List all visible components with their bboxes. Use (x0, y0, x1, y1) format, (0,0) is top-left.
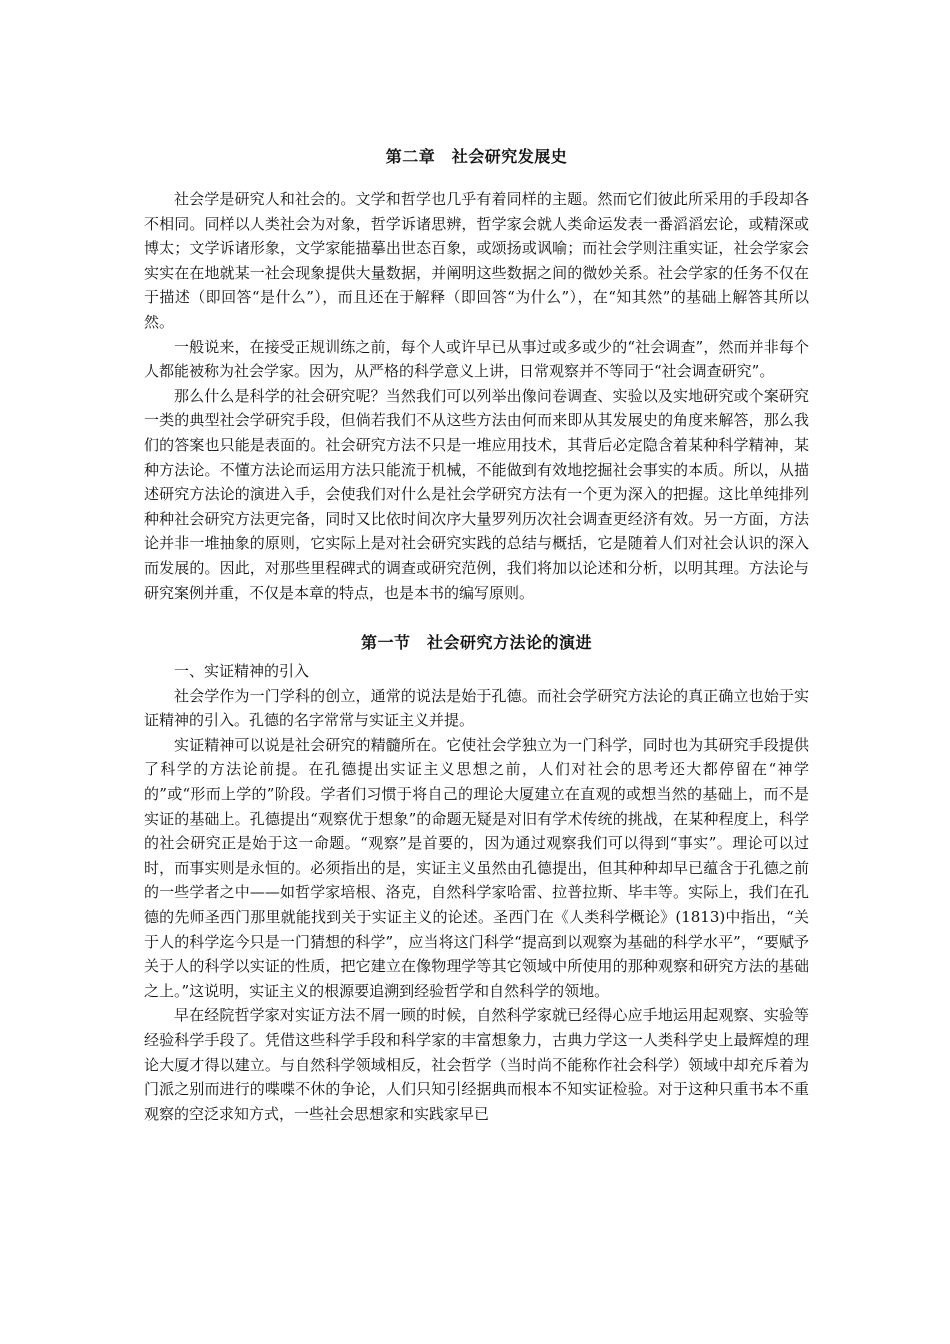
chapter-paragraph-1: 社会学是研究人和社会的。文学和哲学也几乎有着同样的主题。然而它们彼此所采用的手段却各不相同。同样以人类社会为对象，哲学诉诸思辨，哲学家会就人类命运发表一番滔滔宏论，或精深或博太；文学诉诸形象，文学家能描摹出世态百象，或颂扬或讽喻；而社会学则注重实证，社会学家会实实在在地就某一社会现象提供大量数据，并阐明这些数据之间的微妙关系。社会学家的任务不仅在于描述（即回答“是什么”），而且还在于解释（即回答“为什么”），在“知其然”的基础上解答其所以然。 (144, 190, 809, 331)
chapter-paragraph-2: 一般说来，在接受正规训练之前，每个人或许早已从事过或多或少的“社会调查”，然而并非每个人都能被称为社会学家。因为，从严格的科学意义上讲，日常观察并不等同于“社会调查研究”。 (144, 337, 809, 381)
section-paragraph-1: 社会学作为一门学科的创立，通常的说法是始于孔德。而社会学研究方法论的真正确立也始于实证精神的引入。孔德的名字常常与实证主义并提。 (144, 686, 809, 730)
document-page (144, 145, 809, 1126)
section-paragraph-2: 实证精神可以说是社会研究的精髓所在。它使社会学独立为一门科学，同时也为其研究手段提供了科学的方法论前提。在孔德提出实证主义思想之前，人们对社会的思考还大都停留在“神学的”或“形而上学的”阶段。学者们习惯于将自己的理论大厦建立在直观的或想当然的基础上，而不是实证的基础上。孔德提出“观察优于想象”的命题无疑是对旧有学术传统的挑战，在某种程度上，科学的社会研究正是始于这一命题。“观察”是首要的，因为通过观察我们可以得到“事实”。理论可以过时，而事实则是永恒的。必须指出的是，实证主义虽然由孔德提出，但其种种却早已蕴含于孔德之前的一些学者之中——如哲学家培根、洛克，自然科学家哈雷、拉普拉斯、毕丰等。实际上，我们在孔德的先师圣西门那里就能找到关于实证主义的论述。圣西门在《人类科学概论》(1813)中指出，“关于人的科学迄今只是一门猜想的科学”，应当将这门科学“提高到以观察为基础的科学水平”，“要赋予关于人的科学以实证的性质，把它建立在像物理学等其它领域中所使用的那种观察和研究方法的基础之上。”这说明，实证主义的根源要追溯到经验哲学和自然科学的领地。 (144, 735, 809, 1000)
chapter-title: 第二章 社会研究发展史 (385, 147, 568, 166)
chapter-paragraph-3: 那么什么是科学的社会研究呢？当然我们可以列举出像问卷调查、实验以及实地研究或个案研究一类的典型社会学研究手段，但倘若我们不从这些方法由何而来即从其发展史的角度来解答，那么我们的答案也只能是表面的。社会研究方法不只是一堆应用技术，其背后必定隐含着某种科学精神，某种方法论。不懂方法论而运用方法只能流于机械，不能做到有效地挖掘社会事实的本质。所以，从描述研究方法论的演进入手，会使我们对什么是社会学研究方法有一个更为深入的把握。这比单纯排列种种社会研究方法更完备，同时又比依时间次序大量罗列历次社会调查更经济有效。另一方面，方法论并非一堆抽象的原则，它实际上是对社会研究实践的总结与概括，它是随着人们对社会认识的深入而发展的。因此，对那些里程碑式的调查或研究范例，我们将加以论述和分析，以明其理。方法论与研究案例并重，不仅是本章的特点，也是本书的编写原则。 (144, 386, 809, 602)
section-paragraph-3: 早在经院哲学家对实证方法不屑一顾的时候，自然科学家就已经得心应手地运用起观察、实验等经验科学手段了。凭借这些科学手段和科学家的丰富想象力，古典力学这一人类科学史上最辉煌的理论大厦才得以建立。与自然科学领域相反，社会哲学（当时尚不能称作社会科学）领域中却充斥着为门派之别而进行的喋喋不休的争论，人们只知引经据典而根本不知实证检验。对于这种只重书本不重观察的空泛求知方式，一些社会思想家和实践家早已 (144, 1006, 809, 1123)
section-title: 第一节 社会研究方法论的演进 (360, 633, 592, 653)
section-subheading: 一、实证精神的引入 (174, 662, 310, 681)
